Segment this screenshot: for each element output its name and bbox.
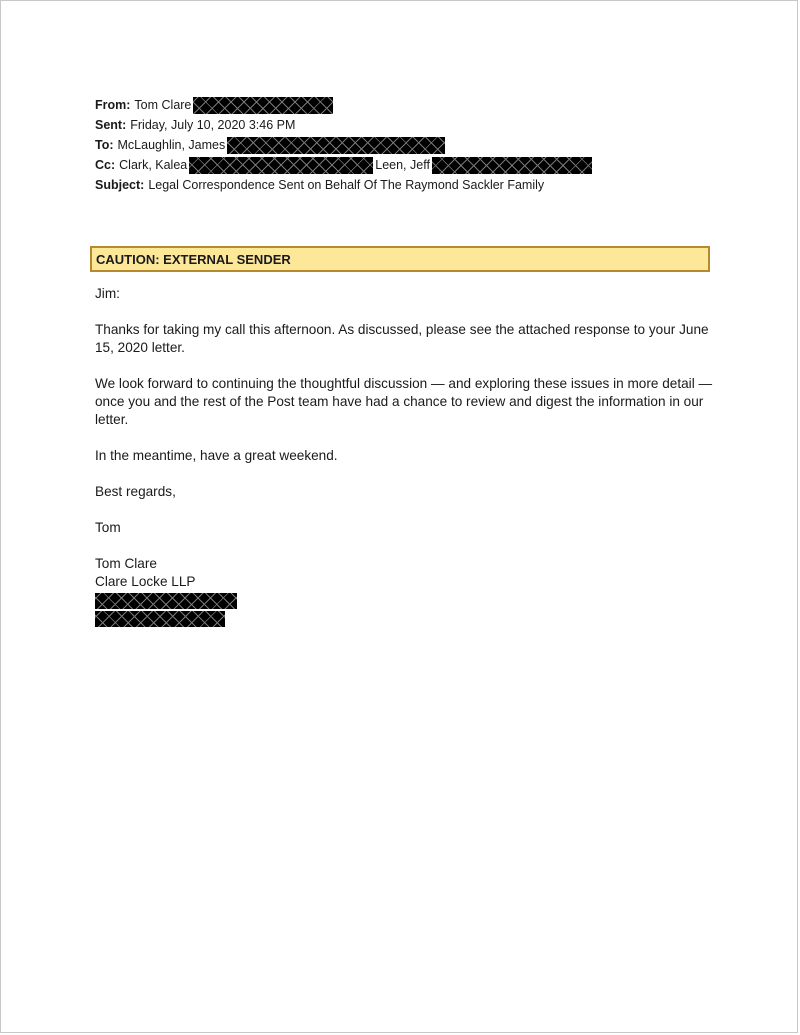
cc-value-2: Leen, Jeff (375, 158, 430, 172)
subject-label: Subject: (95, 178, 145, 192)
subject-value: Legal Correspondence Sent on Behalf Of The Raymond Sackler Family (148, 178, 545, 192)
cc-row (95, 155, 592, 175)
closing: Best regards, (95, 484, 176, 499)
signature-name: Tom Clare (95, 556, 157, 571)
redaction-block (227, 137, 445, 154)
sent-label: Sent: (95, 118, 127, 132)
signature-redactions (95, 593, 715, 627)
subject-row (95, 175, 592, 195)
redaction-block (432, 157, 592, 174)
greeting: Jim: (95, 286, 120, 301)
email-header (95, 95, 592, 195)
to-row (95, 135, 592, 155)
paragraph: Thanks for taking my call this afternoon. As discussed, please see the attached response to your June 15, 2020 letter. (95, 322, 709, 355)
redaction-block (193, 97, 333, 114)
from-row (95, 95, 592, 115)
to-value: McLaughlin, James (117, 138, 226, 152)
signature-company: Clare Locke LLP (95, 574, 196, 589)
cc-value-1: Clark, Kalea (119, 158, 188, 172)
redaction-block (95, 611, 225, 627)
signoff: Tom (95, 520, 121, 535)
caution-banner (90, 246, 710, 272)
redaction-block (95, 593, 237, 609)
sent-row (95, 115, 592, 135)
paragraph: We look forward to continuing the thoughtful discussion — and exploring these issues in more detail — once you and the rest of the Post team have had a chance to review and digest the information in our letter. (95, 376, 713, 427)
to-label: To: (95, 138, 114, 152)
redaction-block (189, 157, 373, 174)
caution-text: CAUTION: EXTERNAL SENDER (96, 251, 291, 267)
from-value: Tom Clare (134, 98, 192, 112)
paragraph: In the meantime, have a great weekend. (95, 448, 338, 463)
email-body (95, 285, 715, 629)
from-label: From: (95, 98, 131, 112)
sent-value: Friday, July 10, 2020 3:46 PM (130, 118, 296, 132)
cc-label: Cc: (95, 158, 116, 172)
